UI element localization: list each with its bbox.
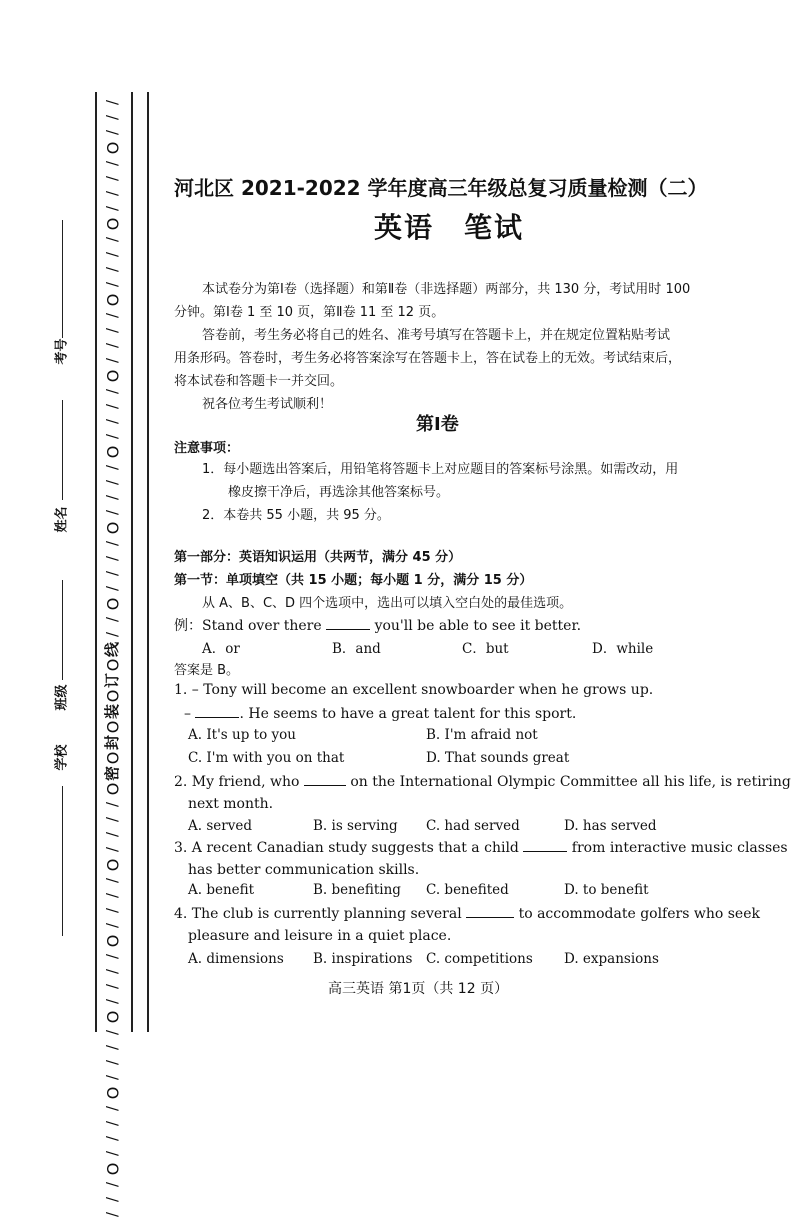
margin-line-left: [95, 92, 97, 1032]
note-2: 2．本卷共 55 小题，共 95 分。: [202, 508, 390, 523]
seal-slash-mark: /: [103, 1059, 122, 1066]
question-1-line2: [184, 705, 576, 722]
answer-blank: [466, 905, 514, 918]
seal-slash-mark: /: [103, 616, 122, 623]
question-4-option-b: B. inspirations: [313, 951, 413, 967]
seal-slash-mark: /: [103, 464, 122, 471]
intro-p1-line2: 分钟。第Ⅰ卷 1 至 10 页，第Ⅱ卷 11 至 12 页。: [174, 305, 445, 320]
note-1-line2: 橡皮擦干净后，再选涂其他答案标号。: [228, 485, 450, 500]
seal-slash-mark: /: [103, 205, 122, 212]
seal-slash-mark: /: [103, 922, 122, 929]
name-blank: [62, 400, 63, 500]
seal-slash-mark: /: [103, 175, 122, 182]
margin-line-right: [147, 92, 149, 1032]
section-title: 第Ⅰ卷: [416, 414, 459, 435]
seal-word: 线: [103, 641, 122, 658]
seal-word: 封: [103, 734, 122, 751]
seal-circle-mark: O: [103, 597, 122, 611]
seal-circle-mark: O: [103, 751, 122, 765]
seal-slash-mark: /: [103, 877, 122, 884]
intro-wish: 祝各位考生考试顺利！: [202, 397, 333, 412]
seal-slash-mark: /: [103, 114, 122, 121]
question-1-option-c: C. I'm with you on that: [188, 750, 345, 766]
question-4-option-c: C. competitions: [426, 951, 533, 967]
seal-slash-mark: /: [103, 190, 122, 197]
answer-blank: [523, 839, 567, 852]
seal-slash-mark: /: [103, 433, 122, 440]
question-1-response: . He seems to have a great talent for this sport.: [239, 706, 577, 722]
seal-slash-mark: /: [103, 816, 122, 823]
question-2-line1: [174, 773, 791, 790]
binding-margin: [0, 0, 160, 1217]
seal-slash-mark: /: [103, 998, 122, 1005]
seal-slash-mark: /: [103, 99, 122, 106]
question-3-option-b: B. benefiting: [313, 882, 401, 898]
intro-p2-line1: 答卷前，考生务必将自己的姓名、准考号填写在答题卡上，并在规定位置粘贴考试: [202, 328, 671, 343]
question-2-option-a: A. served: [188, 818, 252, 834]
seal-slash-mark: /: [103, 160, 122, 167]
example-prefix: 例：Stand over there: [174, 618, 322, 634]
intro-p2-line3: 将本试卷和答题卡一并交回。: [174, 374, 344, 389]
question-1-dash: –: [184, 706, 191, 722]
question-3-suffix: from interactive music classes: [571, 840, 788, 856]
example-option-b: B．and: [332, 641, 381, 657]
question-4-suffix: to accommodate golfers who seek: [518, 906, 760, 922]
seal-slash-mark: /: [103, 327, 122, 334]
seal-slash-mark: /: [103, 494, 122, 501]
exam-title: 河北区 2021-2022 学年度高三年级总复习质量检测（二）: [174, 176, 708, 200]
seal-slash-mark: /: [103, 831, 122, 838]
seal-slash-mark: /: [103, 509, 122, 516]
seal-slash-mark: /: [103, 801, 122, 808]
page-footer: 高三英语 第1页（共 12 页）: [328, 981, 509, 997]
question-2-option-b: B. is serving: [313, 818, 398, 834]
part1-heading: 第一部分：英语知识运用（共两节，满分 45 分）: [174, 550, 462, 565]
seal-slash-mark: /: [103, 983, 122, 990]
seal-slash-mark: /: [103, 585, 122, 592]
question-4-option-a: A. dimensions: [188, 951, 284, 967]
section1-heading: 第一节：单项填空（共 15 小题；每小题 1 分，满分 15 分）: [174, 573, 533, 588]
question-2-option-d: D. has served: [564, 818, 657, 834]
seal-slash-mark: /: [103, 1135, 122, 1142]
seal-circle-mark: O: [103, 141, 122, 155]
question-2-option-c: C. had served: [426, 818, 520, 834]
example-option-c: C．but: [462, 641, 509, 657]
answer-blank: [304, 773, 346, 786]
seal-slash-mark: /: [103, 1044, 122, 1051]
seal-word: 订: [103, 672, 122, 689]
question-3-option-d: D. to benefit: [564, 882, 649, 898]
name-label: 姓名: [54, 506, 70, 533]
seal-circle-mark: O: [103, 858, 122, 872]
seal-slash-mark: /: [103, 1029, 122, 1036]
intro-p1-line1: 本试卷分为第Ⅰ卷（选择题）和第Ⅱ卷（非选择题）两部分，共 130 分，考试用时 100: [202, 282, 691, 297]
seal-circle-mark: O: [103, 1086, 122, 1100]
seal-slash-mark: /: [103, 357, 122, 364]
seal-slash-mark: /: [103, 953, 122, 960]
seal-slash-mark: /: [103, 968, 122, 975]
seal-circle-mark: O: [103, 293, 122, 307]
answer-blank: [326, 617, 370, 630]
question-3-line1: [174, 839, 788, 856]
example-answer: 答案是 B。: [174, 663, 240, 678]
seal-slash-mark: /: [103, 1120, 122, 1127]
seal-slash-mark: /: [103, 1196, 122, 1203]
question-2-line2: next month.: [188, 796, 274, 812]
seal-slash-mark: /: [103, 281, 122, 288]
example-option-d: D．while: [592, 641, 654, 657]
question-4-line1: [174, 905, 760, 922]
notes-heading: 注意事项：: [174, 441, 240, 456]
class-label: 班级: [54, 684, 70, 711]
example-option-a: A．or: [202, 641, 240, 657]
school-label: 学校: [54, 744, 70, 771]
question-1-option-b: B. I'm afraid not: [426, 727, 538, 743]
question-2-suffix: on the International Olympic Committee all his life, is retiring: [350, 774, 791, 790]
seal-circle-mark: O: [103, 782, 122, 796]
seal-slash-mark: /: [103, 1074, 122, 1081]
seal-slash-mark: /: [103, 342, 122, 349]
example-sentence: [174, 615, 581, 635]
seal-word: 密: [103, 765, 122, 782]
school-blank: [62, 786, 63, 936]
question-3-option-c: C. benefited: [426, 882, 509, 898]
seal-slash-mark: /: [103, 251, 122, 258]
seal-slash-mark: /: [103, 1181, 122, 1188]
seal-slash-mark: /: [103, 266, 122, 273]
seal-slash-mark: /: [103, 846, 122, 853]
question-4-option-d: D. expansions: [564, 951, 659, 967]
seal-slash-mark: /: [103, 1105, 122, 1112]
seal-slash-mark: /: [103, 1211, 122, 1217]
seal-slash-mark: /: [103, 418, 122, 425]
seal-circle-mark: O: [103, 1162, 122, 1176]
seal-circle-mark: O: [103, 521, 122, 535]
seal-slash-mark: /: [103, 236, 122, 243]
seal-circle-mark: O: [103, 369, 122, 383]
seal-column: [100, 95, 126, 1217]
question-1-option-a: A. It's up to you: [188, 727, 296, 743]
seal-circle-mark: O: [103, 217, 122, 231]
seal-slash-mark: /: [103, 555, 122, 562]
seal-circle-mark: O: [103, 689, 122, 703]
seal-word: 装: [103, 703, 122, 720]
seal-slash-mark: /: [103, 312, 122, 319]
question-1-line1: 1. – Tony will become an excellent snowboarder when he grows up.: [174, 682, 654, 698]
seal-slash-mark: /: [103, 570, 122, 577]
seal-circle-mark: O: [103, 934, 122, 948]
seal-circle-mark: O: [103, 1010, 122, 1024]
question-2-prefix: 2. My friend, who: [174, 774, 300, 790]
answer-blank: [195, 705, 239, 718]
seal-slash-mark: /: [103, 388, 122, 395]
seal-slash-mark: /: [103, 129, 122, 136]
section1-instruction: 从 A、B、C、D 四个选项中，选出可以填入空白处的最佳选项。: [202, 596, 573, 611]
exam-number-label: 考号: [54, 338, 70, 365]
question-1-option-d: D. That sounds great: [426, 750, 570, 766]
question-3-option-a: A. benefit: [188, 882, 255, 898]
seal-circle-mark: O: [103, 720, 122, 734]
intro-p2-line2: 用条形码。答卷时，考生务必将答案涂写在答题卡上，答在试卷上的无效。考试结束后，: [174, 351, 682, 366]
question-4-prefix: 4. The club is currently planning several: [174, 906, 462, 922]
seal-slash-mark: /: [103, 540, 122, 547]
seal-slash-mark: /: [103, 479, 122, 486]
question-4-line2: pleasure and leisure in a quiet place.: [188, 928, 452, 944]
seal-circle-mark: O: [103, 658, 122, 672]
seal-slash-mark: /: [103, 631, 122, 638]
seal-slash-mark: /: [103, 907, 122, 914]
seal-circle-mark: O: [103, 445, 122, 459]
seal-slash-mark: /: [103, 403, 122, 410]
question-3-line2: has better communication skills.: [188, 862, 420, 878]
example-suffix: you'll be able to see it better.: [374, 618, 582, 634]
seal-slash-mark: /: [103, 892, 122, 899]
class-blank: [62, 580, 63, 680]
question-3-prefix: 3. A recent Canadian study suggests that a child: [174, 840, 519, 856]
margin-line-middle: [131, 92, 133, 1032]
seal-slash-mark: /: [103, 1150, 122, 1157]
exam-number-blank: [62, 220, 63, 338]
subject-title: 英语 笔试: [374, 211, 525, 244]
note-1-line1: 1．每小题选出答案后，用铅笔将答题卡上对应题目的答案标号涂黑。如需改动，用: [202, 462, 679, 477]
